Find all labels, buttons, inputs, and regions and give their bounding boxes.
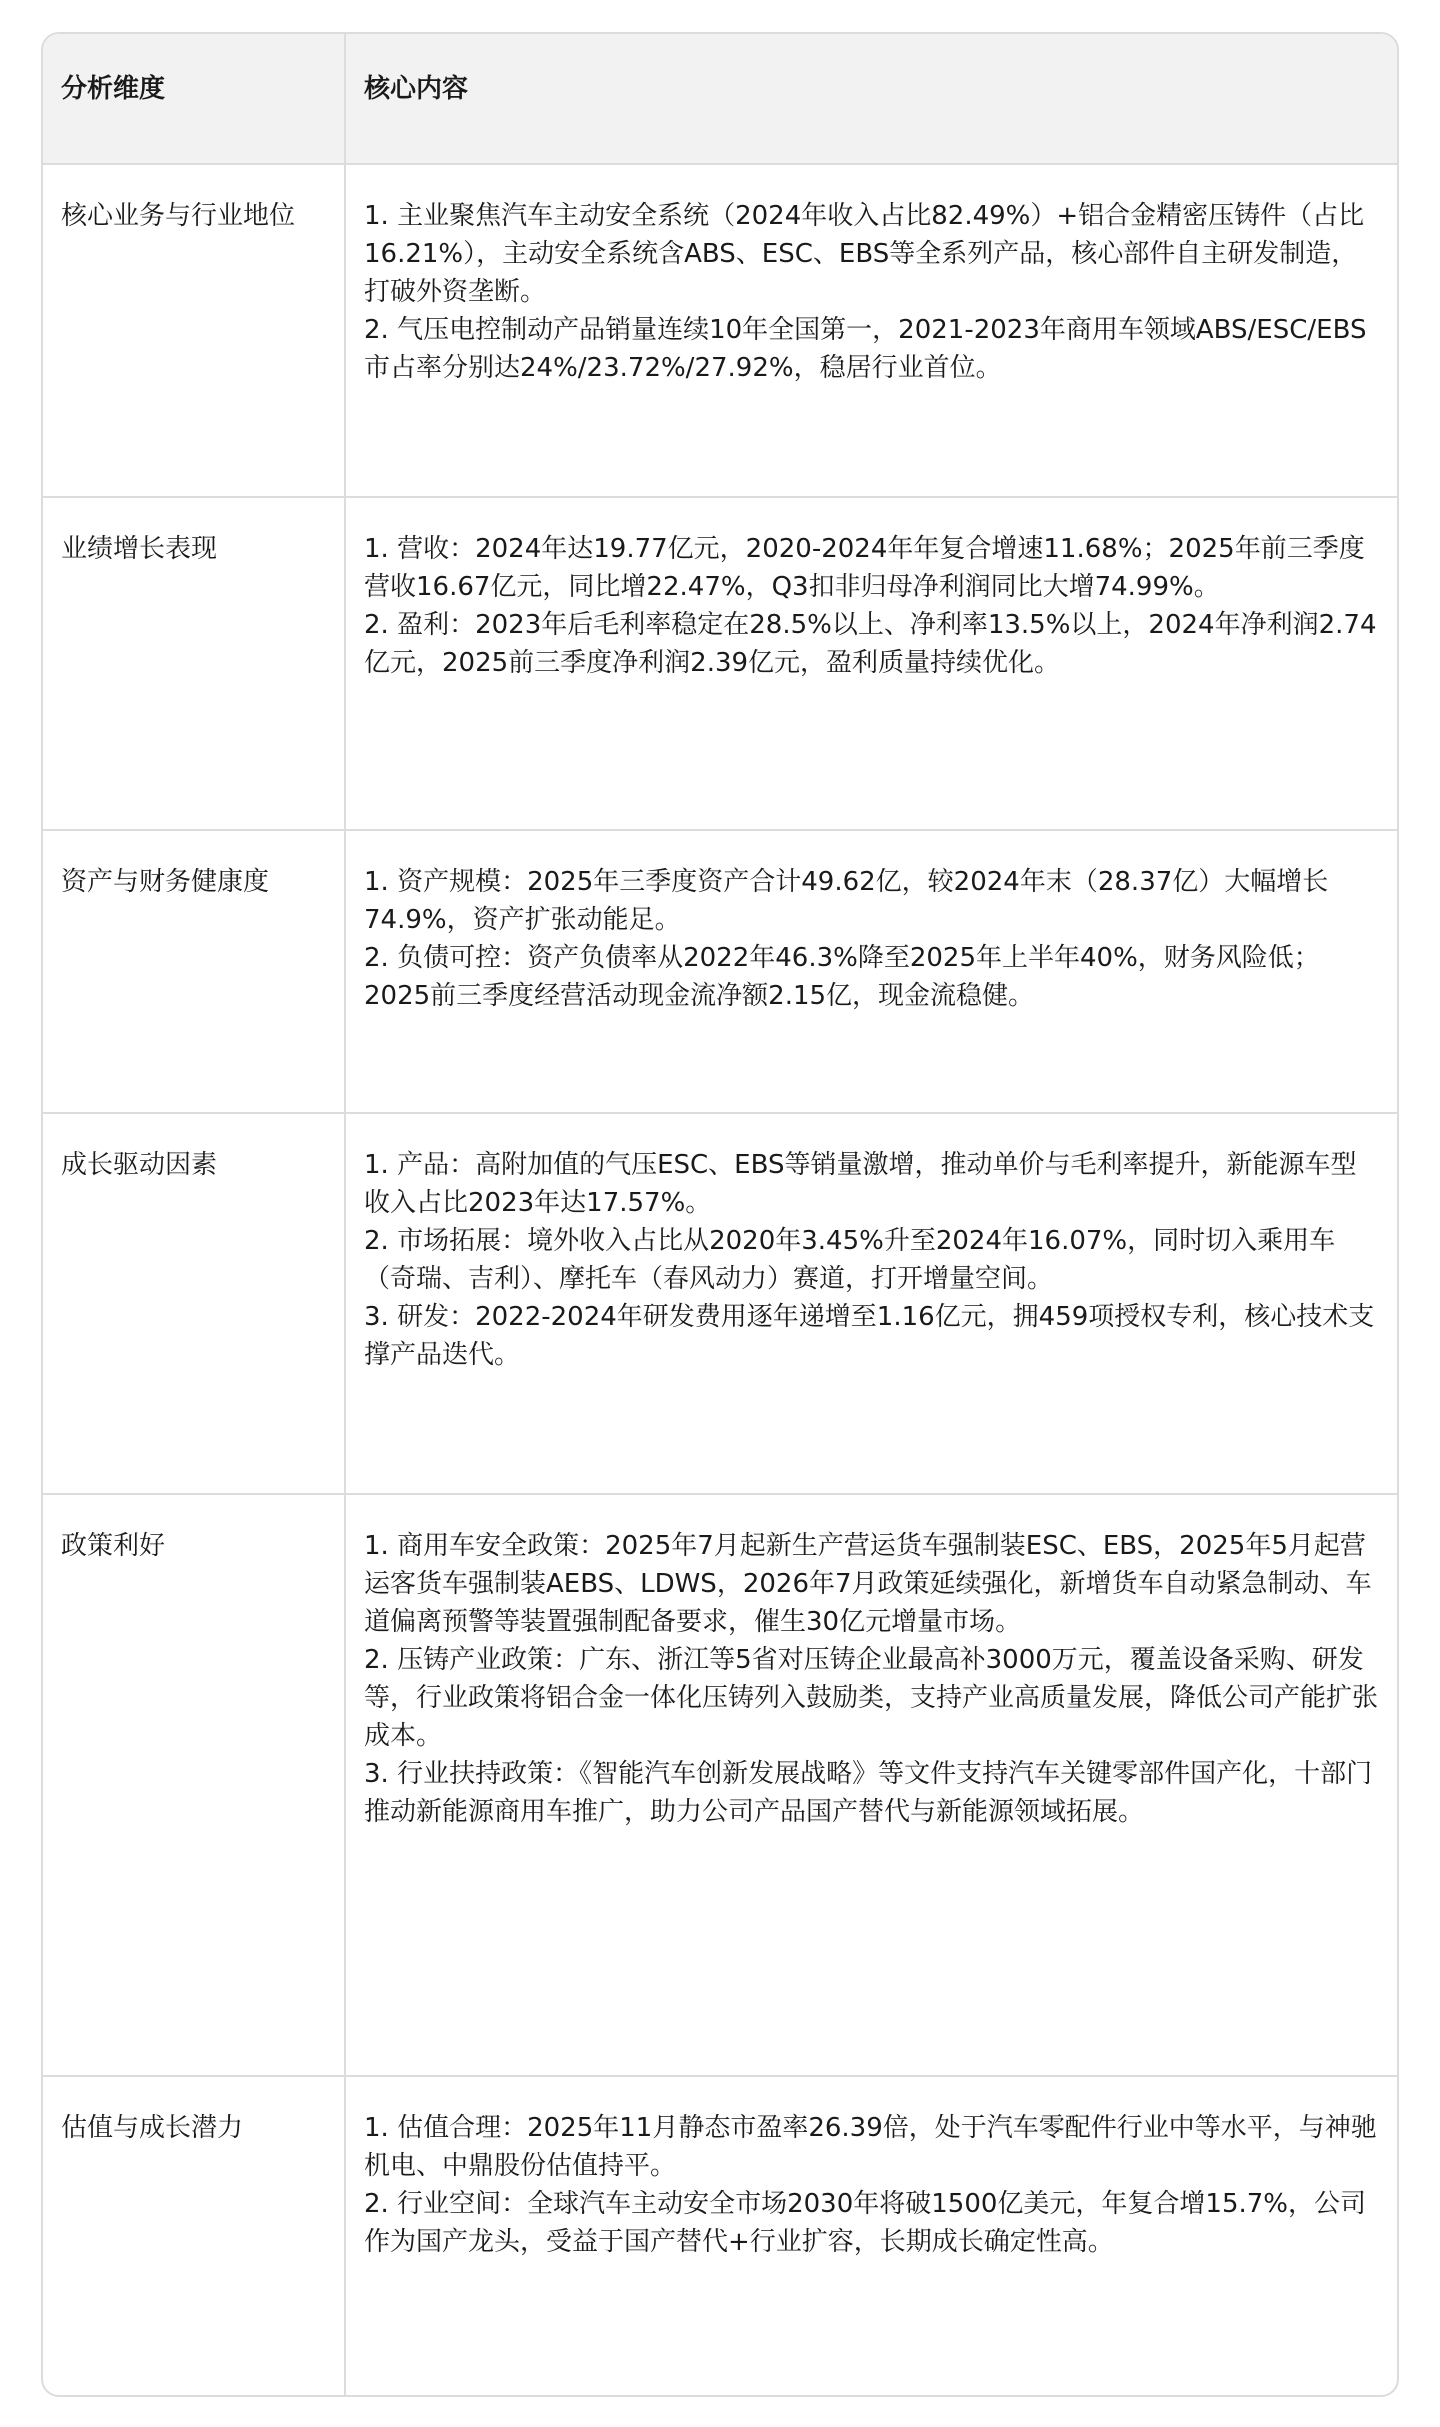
content-item: 2. 压铸产业政策：广东、浙江等5省对压铸企业最高补3000万元，覆盖设备采购、研发等，行业政策将铝合金一体化压铸列入鼓励类，支持产业高质量发展，降低公司产能扩张成本。 xyxy=(364,1645,1379,1751)
row-content xyxy=(345,2076,1397,2395)
row-dimension: 估值与成长潜力 xyxy=(43,2076,345,2395)
table-row xyxy=(43,1113,1397,1494)
content-item: 1. 商用车安全政策：2025年7月起新生产营运货车强制装ESC、EBS，2025年5月起营运客货车强制装AEBS、LDWS，2026年7月政策延续强化，新增货车自动紧急制动、车道偏离预警等装置强制配备要求，催生30亿元增量市场。 xyxy=(364,1531,1372,1637)
table-row xyxy=(43,164,1397,497)
header-content: 核心内容 xyxy=(345,34,1397,164)
row-dimension: 核心业务与行业地位 xyxy=(43,164,345,497)
table-row xyxy=(43,1494,1397,2076)
table-row xyxy=(43,497,1397,830)
content-item: 1. 估值合理：2025年11月静态市盈率26.39倍，处于汽车零配件行业中等水平，与神驰机电、中鼎股份估值持平。 xyxy=(364,2113,1377,2181)
row-content xyxy=(345,164,1397,497)
content-item: 2. 盈利：2023年后毛利率稳定在28.5%以上、净利率13.5%以上，2024年净利润2.74亿元，2025前三季度净利润2.39亿元，盈利质量持续优化。 xyxy=(364,610,1377,678)
row-content xyxy=(345,1494,1397,2076)
content-item: 2. 负债可控：资产负债率从2022年46.3%降至2025年上半年40%，财务风险低；2025前三季度经营活动现金流净额2.15亿，现金流稳健。 xyxy=(364,943,1320,1011)
row-content xyxy=(345,497,1397,830)
content-item: 1. 资产规模：2025年三季度资产合计49.62亿，较2024年末（28.37亿）大幅增长74.9%，资产扩张动能足。 xyxy=(364,867,1329,935)
content-item: 3. 行业扶持政策：《智能汽车创新发展战略》等文件支持汽车关键零部件国产化，十部门推动新能源商用车推广，助力公司产品国产替代与新能源领域拓展。 xyxy=(364,1759,1373,1827)
analysis-table-container xyxy=(41,32,1399,2397)
row-content xyxy=(345,1113,1397,1494)
table-row xyxy=(43,2076,1397,2395)
analysis-table xyxy=(43,34,1397,2395)
header-dimension: 分析维度 xyxy=(43,34,345,164)
content-item: 3. 研发：2022-2024年研发费用逐年递增至1.16亿元，拥459项授权专利，核心技术支撑产品迭代。 xyxy=(364,1302,1375,1370)
content-item: 1. 营收：2024年达19.77亿元，2020-2024年年复合增速11.68%；2025年前三季度营收16.67亿元，同比增22.47%，Q3扣非归母净利润同比大增74.99%。 xyxy=(364,534,1365,602)
row-dimension: 成长驱动因素 xyxy=(43,1113,345,1494)
content-item: 2. 行业空间：全球汽车主动安全市场2030年将破1500亿美元，年复合增15.7%，公司作为国产龙头，受益于国产替代+行业扩容，长期成长确定性高。 xyxy=(364,2189,1367,2257)
row-dimension: 资产与财务健康度 xyxy=(43,830,345,1113)
content-item: 1. 产品：高附加值的气压ESC、EBS等销量激增，推动单价与毛利率提升，新能源车型收入占比2023年达17.57%。 xyxy=(364,1150,1357,1218)
row-content xyxy=(345,830,1397,1113)
content-item: 2. 市场拓展：境外收入占比从2020年3.45%升至2024年16.07%，同时切入乘用车（奇瑞、吉利）、摩托车（春风动力）赛道，打开增量空间。 xyxy=(364,1226,1336,1294)
content-item: 1. 主业聚焦汽车主动安全系统（2024年收入占比82.49%）+铝合金精密压铸件（占比16.21%），主动安全系统含ABS、ESC、EBS等全系列产品，核心部件自主研发制造，打破外资垄断。 xyxy=(364,201,1365,307)
row-dimension: 业绩增长表现 xyxy=(43,497,345,830)
table-row xyxy=(43,830,1397,1113)
row-dimension: 政策利好 xyxy=(43,1494,345,2076)
table-header-row xyxy=(43,34,1397,164)
content-item: 2. 气压电控制动产品销量连续10年全国第一，2021-2023年商用车领域ABS/ESC/EBS市占率分别达24%/23.72%/27.92%，稳居行业首位。 xyxy=(364,315,1367,383)
